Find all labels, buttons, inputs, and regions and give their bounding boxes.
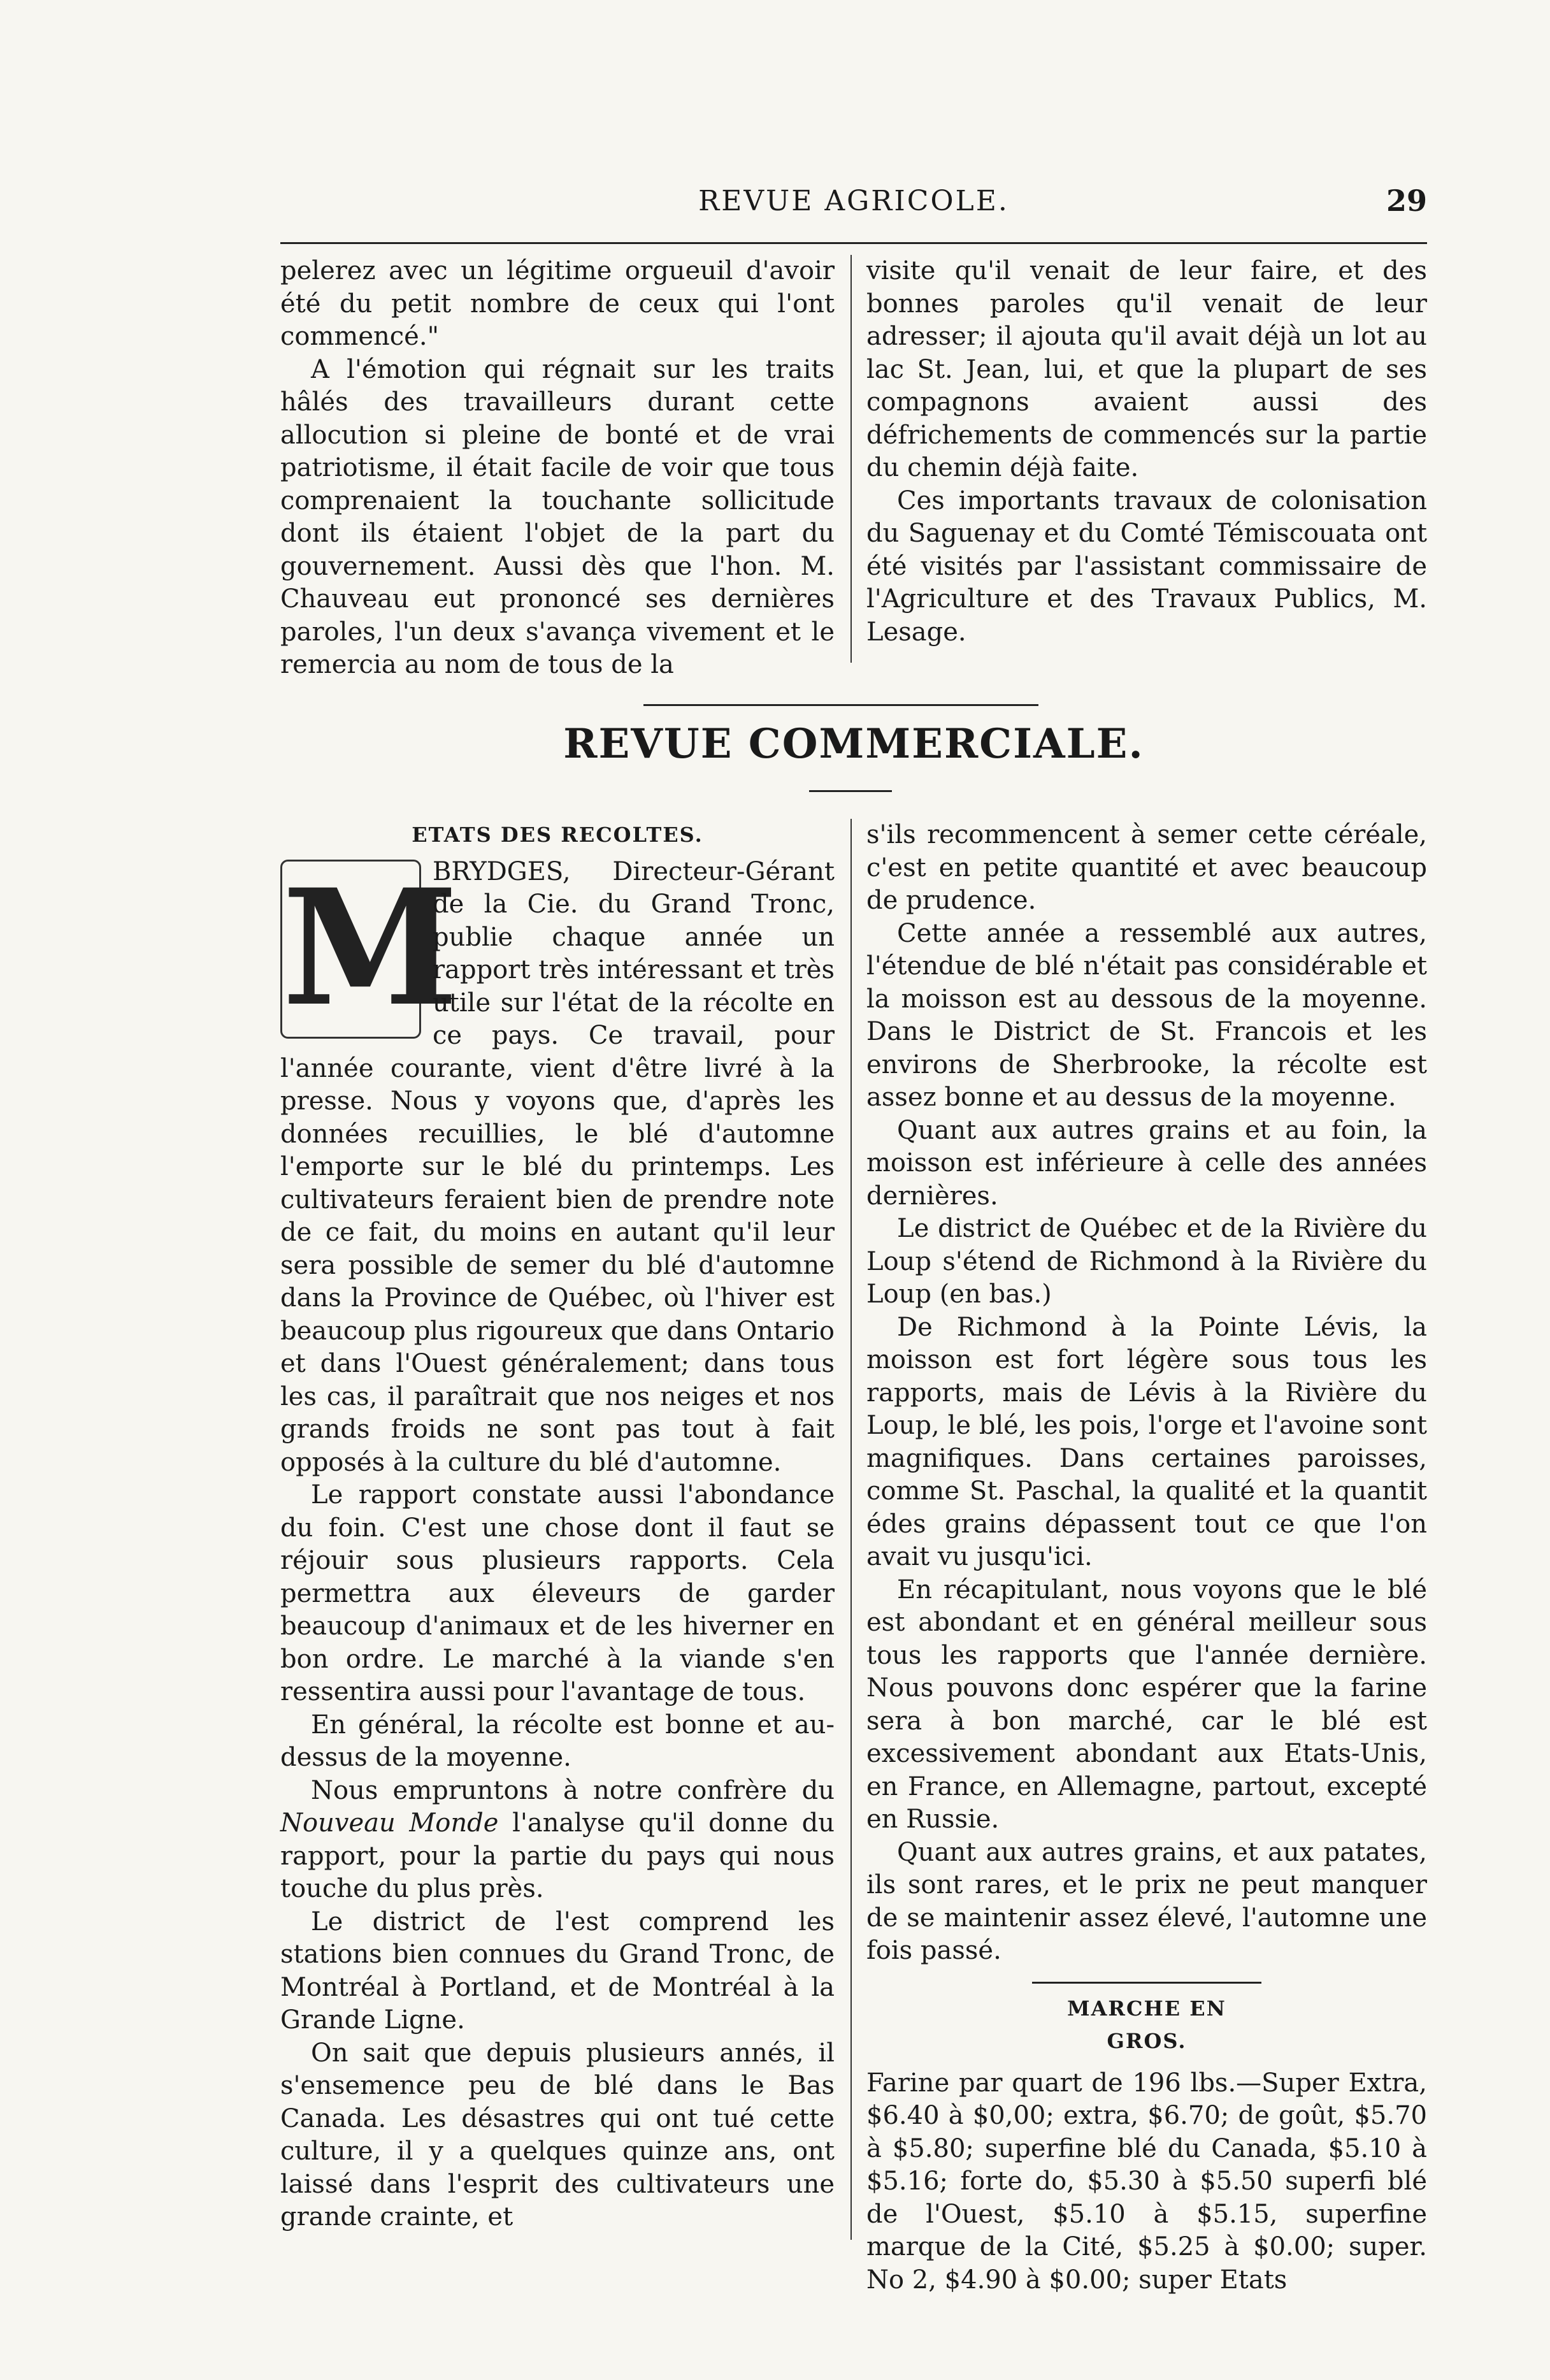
bottom-left-column [280, 819, 835, 2234]
ornamental-initial: M [280, 860, 421, 1039]
section-rule-short [809, 790, 892, 792]
subheading-etats: ETATS DES RECOLTES. [412, 823, 703, 847]
market-prices: Farine par quart de 196 lbs.—Super Extra, $6.40 à $0,00; extra, $6.70; de goût, $5.70 à $5.80; superfine blé du Canada, $5.10 à $5.16; forte do, $5.30 à $5.50 superfi blé de l'Ouest, $5.10 à $5.15, superfine marque de la Cité, $5.25 à $0.00; super. No 2, $4.90 à $0.00; super Etats [866, 2068, 1427, 2295]
publication-title: Nouveau Monde [280, 1808, 499, 1838]
top-right-column [866, 255, 1427, 649]
paragraph: Quant aux autres grains, et aux patates, ils sont rares, et le prix ne peut manquer de se maintenir assez élevé, l'automne une fois passé. [866, 1837, 1427, 1965]
section-rule [643, 704, 1038, 706]
paragraph: On sait que depuis plusieurs annés, il s'ensemence peu de blé dans le Bas Canada. Les désastres qui ont tué cette culture, il y a quelques quinze ans, ont laissé dans l'esprit des cultivateurs une grande crainte, et [280, 2038, 835, 2232]
column-divider [850, 819, 852, 2240]
bottom-right-column [866, 819, 1427, 2297]
text-span: Nous empruntons à notre confrère du [311, 1775, 835, 1805]
paragraph: Le rapport constate aussi l'abondance du foin. C'est une chose dont il faut se réjouir sous plusieurs rapports. Cela permettra aux éleveurs de garder beaucoup d'animaux et de les hiverner en bon ordre. Le marché à la viande s'en ressentira aussi pour l'avantage de tous. [280, 1480, 835, 1706]
paragraph: Le district de Québec et de la Rivière du Loup s'étend de Richmond à la Rivière du Loup (en bas.) [866, 1214, 1427, 1309]
top-left-column [280, 255, 835, 682]
paragraph [280, 1775, 835, 1906]
paragraph: De Richmond à la Pointe Lévis, la moisson est fort légère sous tous les rapports, mais de Lévis à la Rivière du Loup, le blé, les pois, l'orge et l'avoine sont magnifiques. Dans certaines paroisses, comme St. Paschal, la qualité et la quantit édes grains dépassent tout ce que l'on avait vu jusqu'ici. [866, 1312, 1427, 1571]
column-divider [850, 255, 852, 663]
paragraph: BRYDGES, Directeur-Gérant de la Cie. du Grand Tronc, publie chaque année un rapport très intéressant et très utile sur l'état de la récolte en ce pays. Ce travail, pour l'année courante, vient d'être livré à la presse. Nous y voyons que, d'après les données recuillies, le blé d'automne l'emporte sur le blé du printemps. Les cultivateurs feraient bien de prendre note de ce fait, du moins en autant qu'il leur sera possible de semer du blé d'automne dans la Province de Québec, où l'hiver est beaucoup plus rigoureux que dans Ontario et dans l'Ouest généralement; dans tous les cas, il paraîtrait que nos neiges et nos grands froids ne sont pas tout à fait opposés à la culture du blé d'automne. [280, 856, 835, 1477]
text-span: l'analyse qu'il donne du rapport, pour la partie du pays qui nous touche du plus près. [280, 1808, 835, 1903]
page-header [280, 178, 1427, 236]
paragraph: En récapitulant, nous voyons que le blé est abondant et en général meilleur sous tous les rapports que l'année dernière. Nous pouvons donc espérer que la farine sera à bon marché, car le blé est excessivement abondant aux Etats-Unis, en France, en Allemagne, partout, excepté en Russie. [866, 1575, 1427, 1834]
paragraph: En général, la récolte est bonne et au-dessus de la moyenne. [280, 1710, 835, 1772]
paragraph: pelerez avec un légitime orgueuil d'avoir été du petit nombre de ceux qui l'ont commencé." [280, 256, 835, 351]
paragraph: Quant aux autres grains et au foin, la moisson est inférieure à celle des années dernières. [866, 1115, 1427, 1211]
paragraph: visite qu'il venait de leur faire, et des bonnes paroles qu'il venait de leur adresser; il ajouta qu'il avait déjà un lot au lac St. Jean, lui, et que la plupart de ses compagnons avaient aussi des défrichements de commencés sur la partie du chemin déjà faite. [866, 256, 1427, 482]
subheading-marche: MARCHE EN GROS. [1032, 1982, 1261, 2058]
section-title: REVUE COMMERCIALE. [563, 720, 1144, 768]
header-rule [280, 242, 1427, 244]
paragraph: s'ils recommencent à semer cette céréale, c'est en petite quantité et avec beaucoup de prudence. [866, 820, 1427, 915]
paragraph: A l'émotion qui régnait sur les traits hâlés des travailleurs durant cette allocution si pleine de bonté et de vrai patriotisme, il était facile de voir que tous comprenaient la touchante sollicitude dont ils étaient l'objet de la part du gouvernement. Aussi dès que l'hon. M. Chauveau eut prononcé ses dernières paroles, l'un deux s'avança vivement et le remercia au nom de tous de la [280, 354, 835, 679]
paragraph: Cette année a ressemblé aux autres, l'étendue de blé n'était pas considérable et la moisson est au dessous de la moyenne. Dans le District de St. Francois et les environs de Sherbrooke, la récolte est assez bonne et au dessus de la moyenne. [866, 918, 1427, 1112]
running-title: REVUE AGRICOLE. [698, 185, 1009, 217]
page-number: 29 [1386, 184, 1427, 218]
paragraph: Le district de l'est comprend les stations bien connues du Grand Tronc, de Montréal à Portland, et de Montréal à la Grande Ligne. [280, 1907, 835, 2035]
paragraph: Ces importants travaux de colonisation du Saguenay et du Comté Témiscouata ont été visités par l'assistant commissaire de l'Agriculture et des Travaux Publics, M. Lesage. [866, 486, 1427, 647]
